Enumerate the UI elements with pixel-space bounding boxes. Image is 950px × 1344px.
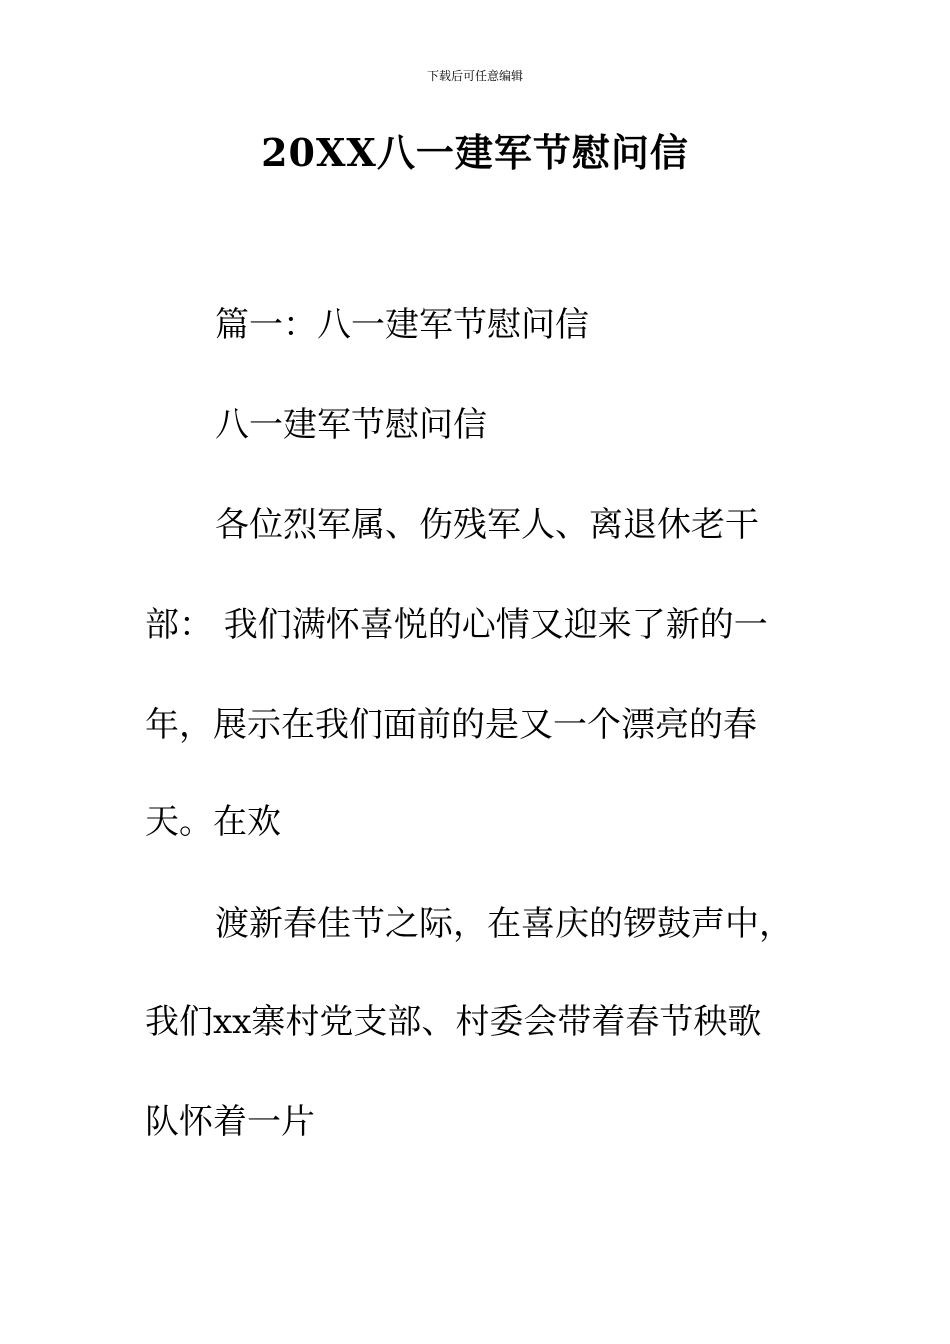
document-title: 20XX八一建军节慰问信 (261, 130, 689, 175)
body-line: 部： 我们满怀喜悦的心情又迎来了新的一 (145, 605, 768, 645)
body-line: 渡新春佳节之际，在喜庆的锣鼓声中， (215, 904, 793, 944)
letter-title: 八一建军节慰问信 (215, 405, 487, 445)
section-heading: 篇一：八一建军节慰问信 (215, 305, 589, 345)
body-line: 天。在欢 (145, 802, 281, 842)
body-line: 队怀着一片 (145, 1102, 315, 1142)
body-line: 各位烈军属、伤残军人、离退休老干 (215, 505, 759, 545)
header-note: 下载后可任意编辑 (426, 69, 523, 83)
body-line: 我们xx寨村党支部、村委会带着春节秧歌 (145, 1002, 762, 1042)
body-line: 年，展示在我们面前的是又一个漂亮的春 (145, 705, 757, 745)
